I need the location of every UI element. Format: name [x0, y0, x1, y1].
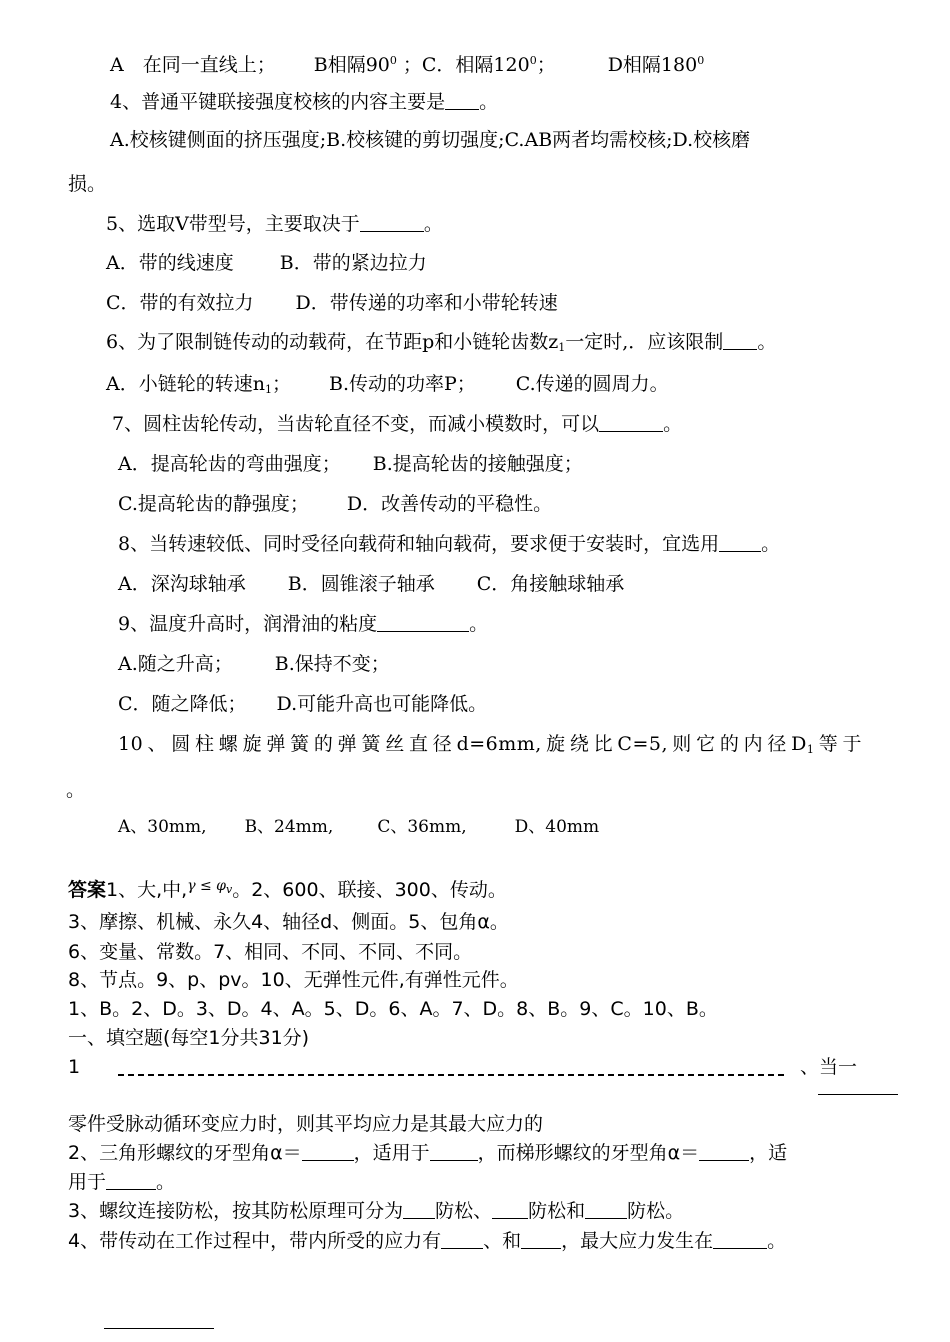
q7-options-cd	[118, 492, 552, 516]
fill-q4-blank-2	[521, 1230, 561, 1249]
q3-option-a: A 在同一直线上；	[110, 54, 276, 76]
q4-options: A.校核键侧面的挤压强度;B.校核键的剪切强度;C.AB两者均需校核;D.校核磨	[110, 129, 751, 151]
q7-option-a: A．提高轮齿的弯曲强度；	[118, 453, 341, 475]
q10-options	[118, 815, 599, 839]
fill-q2-blank-3	[699, 1142, 749, 1161]
answers-line-4: 8、节点。9、p、pv。10、无弹性元件,有弹性元件。	[68, 969, 519, 991]
q3-option-c: ；C．相隔$120^0$；	[402, 54, 556, 76]
q3-option-b: B相隔$90^0$	[313, 54, 397, 76]
q8-option-c: C．角接触球轴承	[476, 573, 625, 595]
q5-option-a: A．带的线速度	[106, 252, 234, 274]
q7-blank	[599, 413, 663, 432]
q7-option-c: C.提高轮齿的静强度；	[118, 493, 309, 515]
section-title: 一、填空题(每空1分共31分)	[68, 1027, 310, 1049]
q7-option-d: D．改善传动的平稳性。	[346, 493, 553, 515]
fill-q2-blank-1	[302, 1142, 354, 1161]
q10-option-c: C、36mm,	[377, 817, 467, 837]
q5-blank	[360, 213, 424, 232]
q6-option-a: A．小链轮的转速$n_1$；	[106, 373, 291, 396]
q6-options	[106, 372, 669, 402]
answers-line-5: 1、B。2、D。3、D。4、A。5、D。6、A。7、D。8、B。9、C。10、B。	[68, 998, 718, 1020]
q8-option-a: A．深沟球轴承	[118, 573, 246, 595]
q10-option-a: A、30mm,	[118, 817, 207, 837]
q6-stem: 6、为了限制链传动的动载荷，在节距p和小链轮齿数$z_1$一定时,．应该限制 。	[106, 331, 777, 354]
fill-q2-blank-4	[106, 1171, 156, 1190]
q10-stem-end: 。	[66, 779, 86, 801]
q8-blank	[719, 533, 761, 552]
q9-option-b: B.保持不变；	[274, 653, 390, 675]
q4-blank	[445, 91, 479, 110]
q6-option-c: C.传递的圆周力。	[515, 373, 669, 395]
q5-option-b: B．带的紧边拉力	[279, 252, 427, 274]
answer-formula: γ ≤ φv	[187, 878, 233, 896]
q7-options-ab	[118, 452, 583, 476]
trailing-blank-line	[104, 1328, 214, 1329]
q10-stem: 10、圆柱螺旋弹簧的弹簧丝直径d=6mm,旋绕比C=5,则它的内径$D_1$等于	[118, 733, 862, 756]
q6-option-b: B.传动的功率P；	[328, 373, 476, 395]
fill-q1-line-2: 零件受脉动循环变应力时，则其平均应力是其最大应力的	[68, 1113, 544, 1135]
fill-q2-cont: 用于 。	[68, 1171, 176, 1193]
q5-stem: 5、选取V带型号，主要取决于 。	[106, 213, 443, 235]
answers-line-3: 6、变量、常数。7、相同、不同、不同、不同。	[68, 941, 473, 963]
q4-options-cont: 损。	[68, 173, 107, 195]
q5-options-ab	[106, 251, 427, 275]
q8-stem: 8、当转速较低、同时受径向载荷和轴向载荷，要求便于安装时，宜选用 。	[118, 533, 781, 555]
q9-stem: 9、温度升高时，润滑油的粘度 。	[118, 613, 489, 635]
fill-q3-blank-2	[492, 1200, 528, 1219]
q3-options-line	[110, 49, 704, 77]
fill-q1-dashed-blank	[118, 1074, 784, 1076]
q5-option-c: C．带的有效拉力	[106, 292, 254, 314]
q3-option-d: D相隔$180^0$	[607, 54, 705, 76]
answers-label: 答案	[68, 879, 107, 901]
q5-options-cd	[106, 291, 558, 315]
q7-option-b: B.提高轮齿的接触强度；	[372, 453, 583, 475]
fill-q2-blank-2	[430, 1142, 478, 1161]
q9-options-cd	[118, 692, 487, 716]
q9-option-c: C．随之降低；	[118, 693, 247, 715]
q8-options	[118, 572, 624, 596]
q7-stem: 7、圆柱齿轮传动，当齿轮直径不变，而减小模数时，可以 。	[112, 413, 683, 435]
answers-line-1: 答案1、大,中,$^{\gamma \le \varphi_v}$。2、600、联接、300、传动。	[68, 878, 507, 901]
fill-q3-blank-1	[403, 1200, 435, 1219]
fill-q2: 2、三角形螺纹的牙型角α＝ ，适用于 ，而梯形螺纹的牙型角α＝ ，适	[68, 1142, 788, 1164]
q8-option-b: B．圆锥滚子轴承	[287, 573, 435, 595]
fill-q1-number: 1	[68, 1056, 81, 1078]
answers-line-2: 3、摩擦、机械、永久4、轴径d、侧面。5、包角α。	[68, 911, 509, 933]
fill-q3: 3、螺纹连接防松，按其防松原理可分为 防松、 防松和 防松。	[68, 1200, 685, 1222]
q10-option-d: D、40mm	[514, 817, 600, 837]
q6-blank	[723, 331, 757, 350]
q9-option-d: D.可能升高也可能降低。	[276, 693, 488, 715]
fill-q4-blank-3	[713, 1230, 767, 1249]
fill-q3-blank-3	[585, 1200, 627, 1219]
q9-options-ab	[118, 652, 390, 676]
q5-option-d: D．带传递的功率和小带轮转速	[295, 292, 558, 314]
q9-blank	[377, 613, 469, 632]
fill-q1-blank	[818, 1094, 898, 1095]
q10-option-b: B、24mm,	[244, 817, 334, 837]
q9-option-a: A.随之升高；	[118, 653, 233, 675]
fill-q4: 4、带传动在工作过程中，带内所受的应力有 、和 ，最大应力发生在 。	[68, 1230, 787, 1252]
fill-q4-blank-1	[441, 1230, 483, 1249]
q4-stem: 4、普通平键联接强度校核的内容主要是 。	[110, 91, 499, 113]
fill-q1-tail: 、当一	[800, 1056, 858, 1078]
